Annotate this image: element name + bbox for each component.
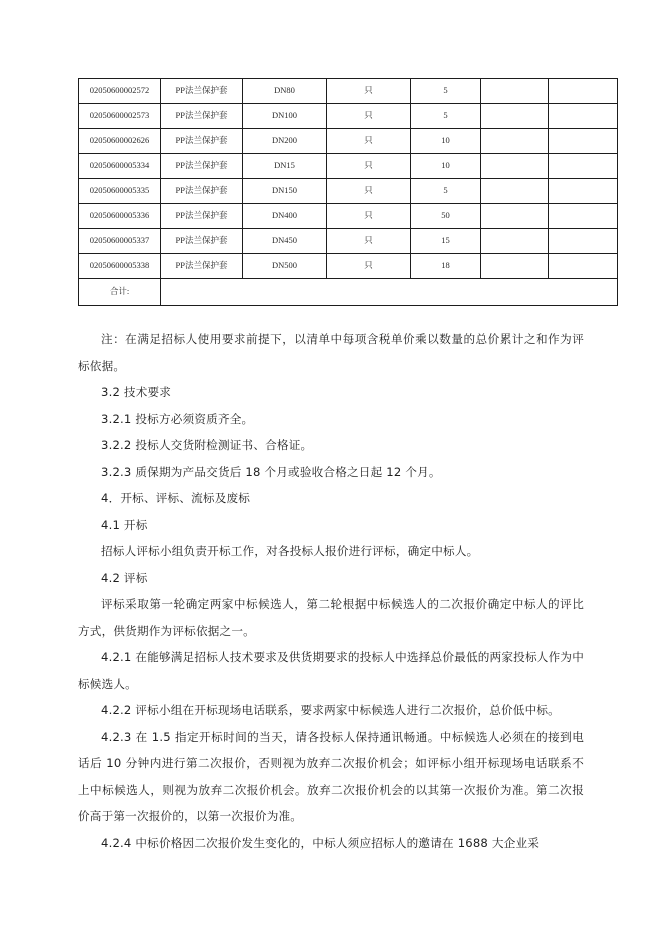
cell-item-code: 02050600002573 xyxy=(79,104,161,129)
cell-item-unit: 只 xyxy=(327,79,411,104)
cell-item-price xyxy=(481,154,549,179)
cell-item-spec: DN150 xyxy=(243,179,327,204)
cell-item-code: 02050600005334 xyxy=(79,154,161,179)
item-list-table-body xyxy=(79,79,618,306)
cell-item-spec: DN100 xyxy=(243,104,327,129)
cell-item-amount xyxy=(549,254,618,279)
cell-item-unit: 只 xyxy=(327,129,411,154)
paragraph-3-2-1: 3.2.1 投标方必须资质齐全。 xyxy=(101,411,254,426)
table-row xyxy=(79,79,618,104)
cell-item-unit: 只 xyxy=(327,179,411,204)
cell-item-qty: 18 xyxy=(411,254,481,279)
cell-item-qty: 50 xyxy=(411,204,481,229)
cell-item-price xyxy=(481,229,549,254)
cell-item-name: PP法兰保护套 xyxy=(161,129,243,154)
table-row xyxy=(79,254,618,279)
cell-total-value xyxy=(161,279,618,306)
paragraph-4-2-3: 4.2.3 在 1.5 指定开标时间的当天，请各投标人保持通讯畅通。中标候选人必须在的接到电话后 10 分钟内进行第二次报价，否则视为放弃二次报价机会；如评标小组开标现场电话联系不上中标候选人，则视为放弃二次报价机会。放弃二次报价机会的以其第一次报价为准。第二次报价高于第一次报价的，以第一次报价为准。 xyxy=(78,729,584,823)
cell-item-spec: DN400 xyxy=(243,204,327,229)
cell-item-unit: 只 xyxy=(327,104,411,129)
cell-item-price xyxy=(481,129,549,154)
cell-item-spec: DN500 xyxy=(243,254,327,279)
cell-item-name: PP法兰保护套 xyxy=(161,104,243,129)
cell-item-amount xyxy=(549,129,618,154)
item-list-table-wrapper xyxy=(78,78,582,306)
cell-item-price xyxy=(481,254,549,279)
cell-item-qty: 10 xyxy=(411,154,481,179)
table-row xyxy=(79,129,618,154)
cell-item-name: PP法兰保护套 xyxy=(161,229,243,254)
cell-item-name: PP法兰保护套 xyxy=(161,79,243,104)
cell-item-spec: DN200 xyxy=(243,129,327,154)
table-row xyxy=(79,204,618,229)
cell-item-qty: 5 xyxy=(411,79,481,104)
cell-item-spec: DN80 xyxy=(243,79,327,104)
table-row xyxy=(79,104,618,129)
heading-4: 4．开标、评标、流标及废标 xyxy=(101,491,251,505)
cell-item-code: 02050600005336 xyxy=(79,204,161,229)
cell-item-qty: 15 xyxy=(411,229,481,254)
table-row xyxy=(79,229,618,254)
heading-4-2: 4.2 评标 xyxy=(101,570,148,585)
cell-item-name: PP法兰保护套 xyxy=(161,154,243,179)
cell-item-spec: DN450 xyxy=(243,229,327,254)
cell-item-price xyxy=(481,104,549,129)
heading-4-1: 4.1 开标 xyxy=(101,517,148,532)
heading-3-2: 3.2 技术要求 xyxy=(101,385,172,399)
cell-item-amount xyxy=(549,104,618,129)
paragraph-4-2-body: 评标采取第一轮确定两家中标候选人，第二轮根据中标候选人的二次报价确定中标人的评比方式，供货期作为评标依据之一。 xyxy=(78,597,584,638)
cell-item-amount xyxy=(549,229,618,254)
cell-item-unit: 只 xyxy=(327,204,411,229)
document-body xyxy=(78,326,584,856)
cell-item-name: PP法兰保护套 xyxy=(161,254,243,279)
item-list-table xyxy=(78,78,618,306)
cell-item-price xyxy=(481,79,549,104)
cell-item-qty: 10 xyxy=(411,129,481,154)
cell-item-code: 02050600005338 xyxy=(79,254,161,279)
paragraph-4-2-4: 4.2.4 中标价格因二次报价发生变化的，中标人须应招标人的邀请在 1688 大企业采 xyxy=(101,835,540,850)
cell-item-unit: 只 xyxy=(327,229,411,254)
cell-item-name: PP法兰保护套 xyxy=(161,179,243,204)
table-total-row xyxy=(79,279,618,306)
cell-item-amount xyxy=(549,79,618,104)
cell-item-qty: 5 xyxy=(411,179,481,204)
table-row xyxy=(79,154,618,179)
cell-total-label: 合计: xyxy=(79,279,161,306)
cell-item-code: 02050600002572 xyxy=(79,79,161,104)
cell-item-code: 02050600005335 xyxy=(79,179,161,204)
paragraph-4-2-1: 4.2.1 在能够满足招标人技术要求及供货期要求的投标人中选择总价最低的两家投标人作为中标候选人。 xyxy=(78,650,584,691)
cell-item-code: 02050600005337 xyxy=(79,229,161,254)
cell-item-code: 02050600002626 xyxy=(79,129,161,154)
paragraph-3-2-2: 3.2.2 投标人交货附检测证书、合格证。 xyxy=(101,438,313,452)
cell-item-amount xyxy=(549,154,618,179)
cell-item-unit: 只 xyxy=(327,154,411,179)
cell-item-amount xyxy=(549,179,618,204)
paragraph-3-2-3: 3.2.3 质保期为产品交货后 18 个月或验收合格之日起 12 个月。 xyxy=(101,464,441,479)
cell-item-spec: DN15 xyxy=(243,154,327,179)
cell-item-price xyxy=(481,179,549,204)
table-row xyxy=(79,179,618,204)
cell-item-amount xyxy=(549,204,618,229)
cell-item-name: PP法兰保护套 xyxy=(161,204,243,229)
cell-item-price xyxy=(481,204,549,229)
cell-item-unit: 只 xyxy=(327,254,411,279)
paragraph-4-1-body: 招标人评标小组负责开标工作，对各投标人报价进行评标，确定中标人。 xyxy=(101,544,479,558)
cell-item-qty: 5 xyxy=(411,104,481,129)
paragraph-note: 注：在满足招标人使用要求前提下，以清单中每项含税单价乘以数量的总价累计之和作为评标依据。 xyxy=(78,332,584,373)
paragraph-4-2-2: 4.2.2 评标小组在开标现场电话联系，要求两家中标候选人进行二次报价，总价低中标。 xyxy=(101,703,560,717)
